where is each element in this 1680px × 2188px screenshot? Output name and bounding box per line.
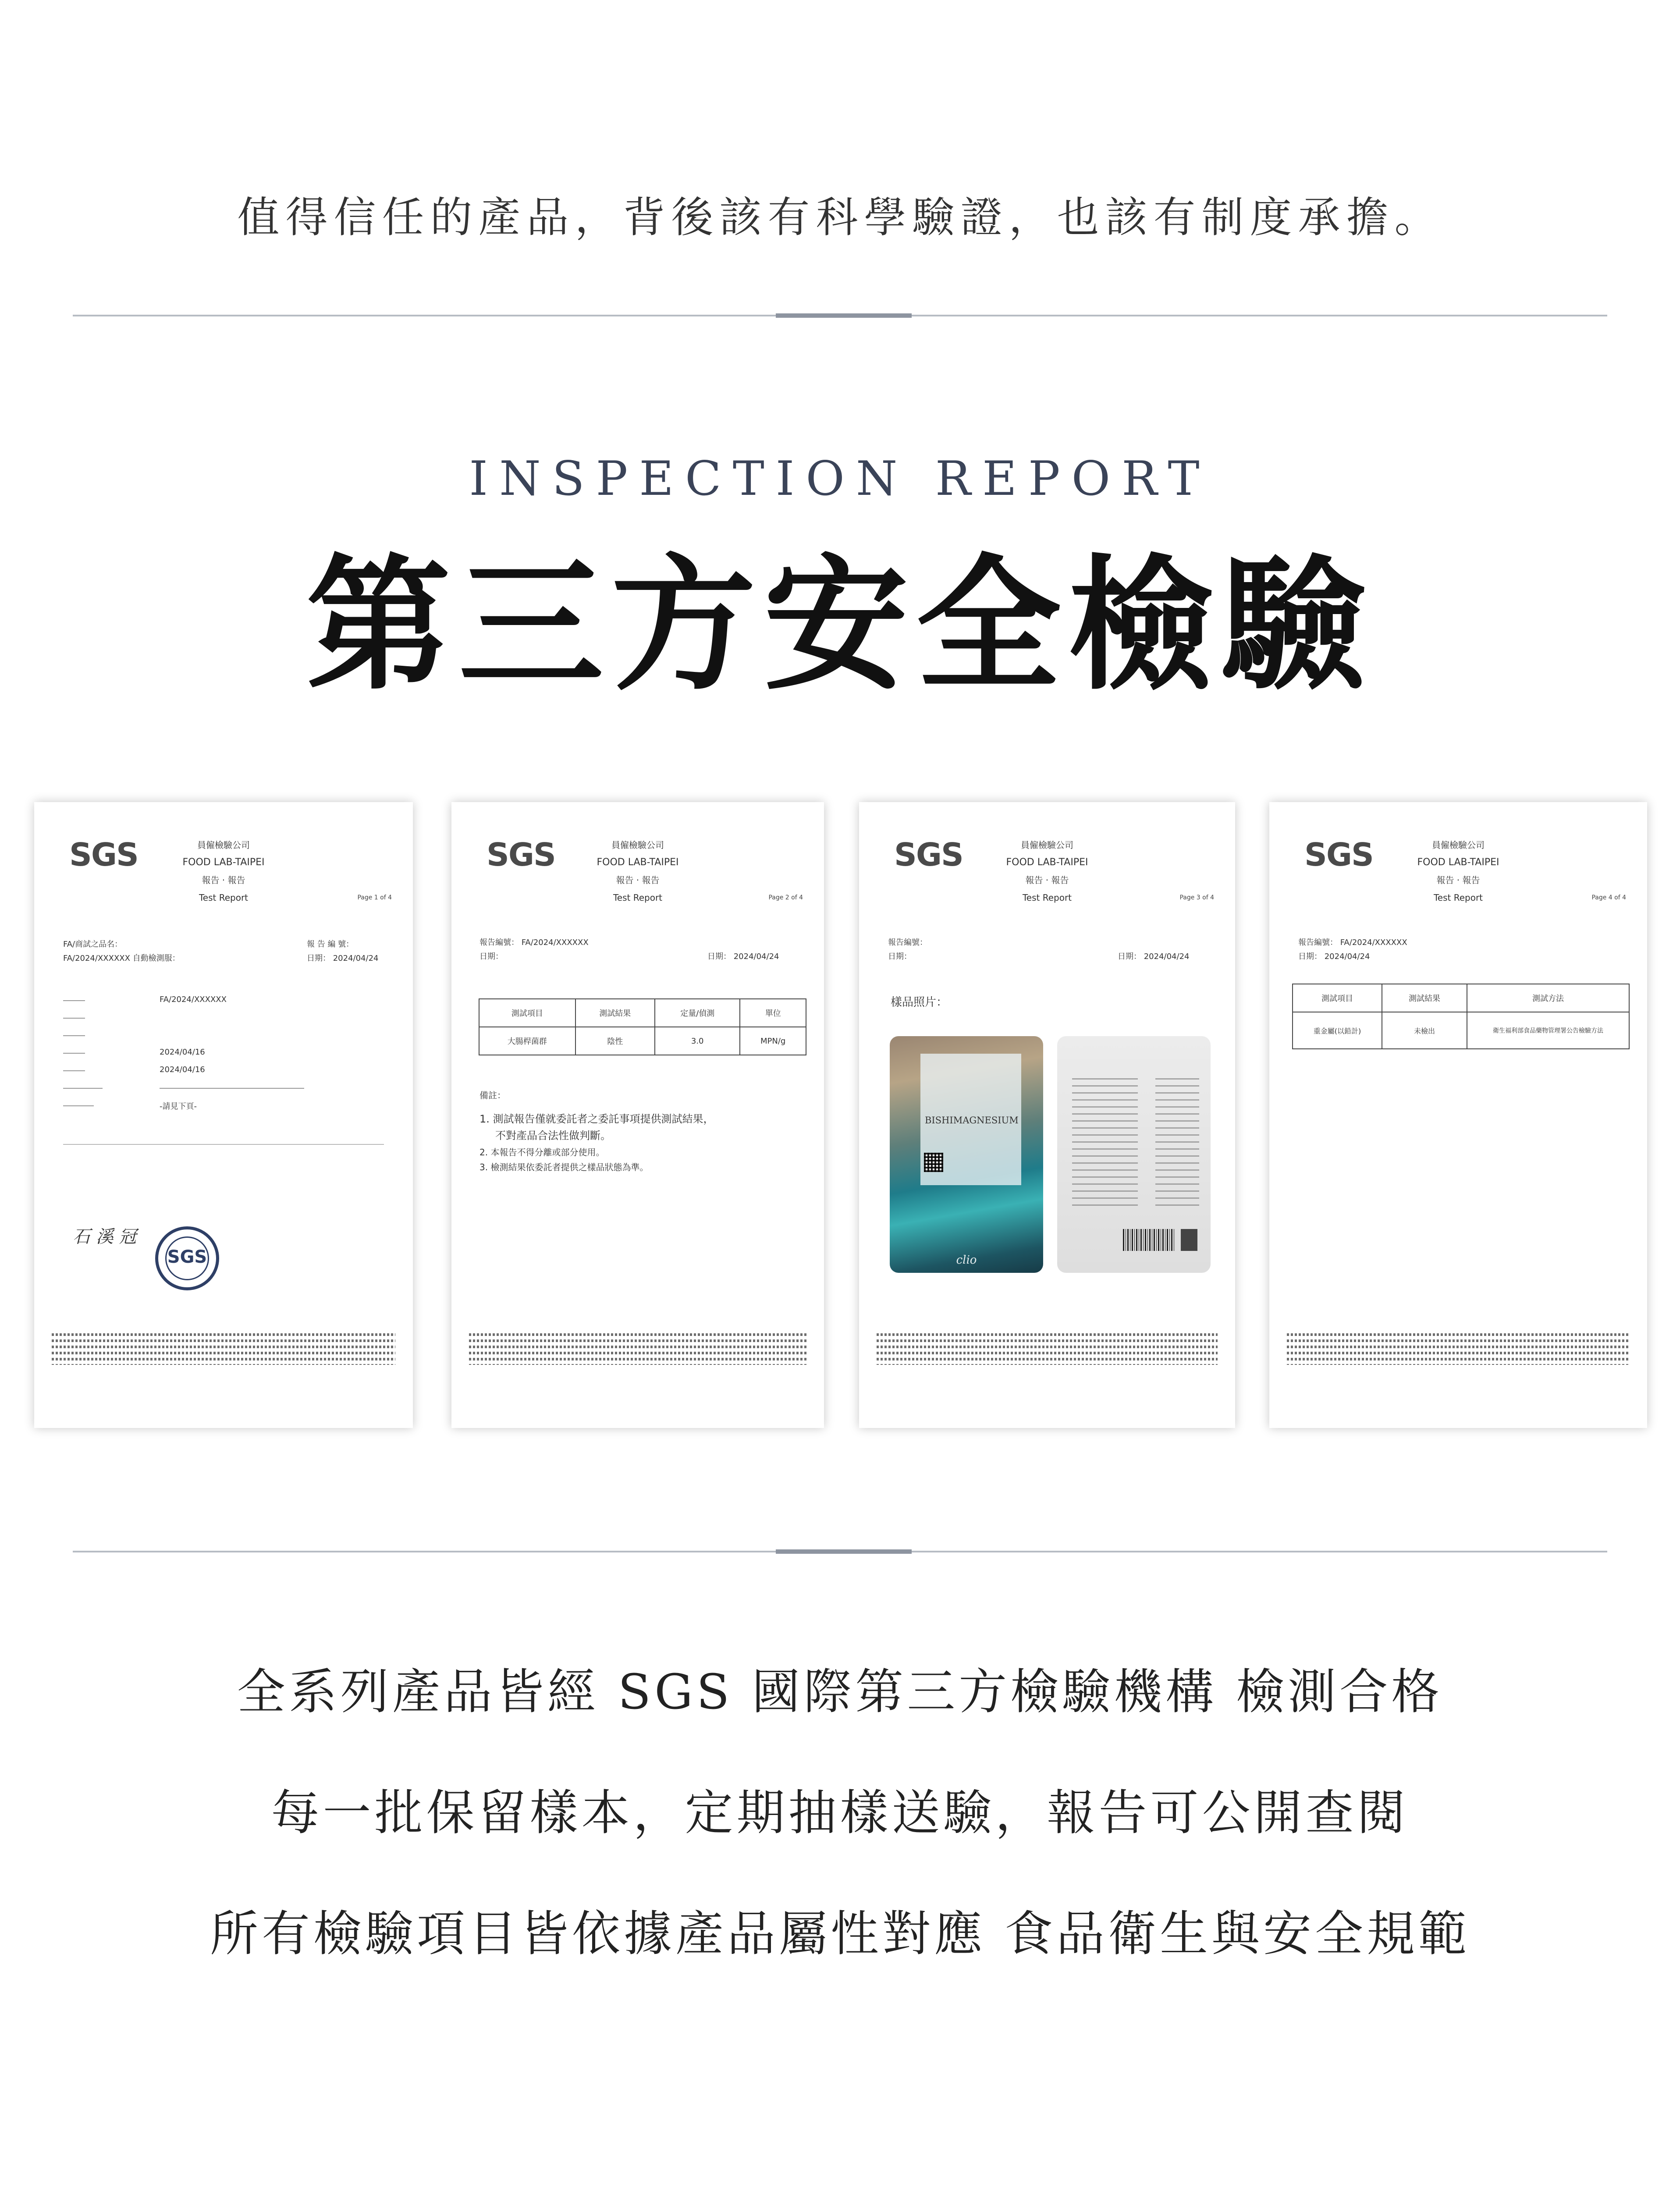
report-page-2: [451, 802, 824, 1428]
section-headline: 第三方安全檢驗: [306, 540, 1374, 710]
notes-title: 備註：: [479, 1090, 506, 1101]
statement-line: 所有檢驗項目皆依據產品屬性對應 食品衛生與安全規範: [210, 1906, 1470, 1962]
barcode-icon: [1123, 1229, 1176, 1251]
lab-header: 員僱檢驗公司 FOOD LAB-TAIPEI 報告 · 報告 Test Report: [1417, 840, 1499, 903]
fine-print: [469, 1333, 806, 1365]
page-number: Page 1 of 4: [357, 894, 392, 901]
note-line: 1. 測試報告僅就委託者之委託事項提供測試結果，: [479, 1113, 714, 1125]
sgs-logo: SGS: [69, 836, 138, 873]
brand-logo: clio: [956, 1254, 977, 1267]
field-value: 2024/04/16: [160, 1048, 205, 1057]
fine-print: [52, 1333, 395, 1365]
date-label: 日期：: [888, 952, 912, 961]
note-line: 2. 本報告不得分離或部分使用。: [479, 1147, 605, 1158]
product-name-label: FA/商試之品名：: [63, 940, 123, 949]
signature: 石 溪 冠: [73, 1227, 137, 1247]
statement-line: 全系列產品皆經 SGS 國際第三方檢驗機構 檢測合格: [237, 1664, 1443, 1720]
field-value: 2024/04/16: [160, 1065, 205, 1074]
product-name: BISHIMAGNESIUM: [925, 1115, 1019, 1126]
sgs-logo: SGS: [894, 836, 963, 873]
page-number: Page 3 of 4: [1179, 894, 1214, 901]
report-number: 報告編號： FA/2024/XXXXXX: [479, 938, 589, 947]
qr-code-icon: [924, 1153, 943, 1172]
field-value: -請見下頁-: [160, 1102, 197, 1111]
report-number-label: 報 告 編 號：: [307, 940, 354, 949]
lab-header: 員僱檢驗公司 FOOD LAB-TAIPEI 報告 · 報告 Test Report: [1006, 840, 1088, 903]
lab-header: 員僱檢驗公司 FOOD LAB-TAIPEI 報告 · 報告 Test Report: [182, 840, 265, 903]
report-page-1: [34, 802, 413, 1428]
sgs-logo: SGS: [487, 836, 555, 873]
fine-print: [877, 1333, 1218, 1365]
tagline: 值得信任的產品，背後該有科學驗證，也該有制度承擔。: [237, 193, 1443, 242]
date-label: 日期：: [479, 952, 503, 961]
report-number: 報告編號： FA/2024/XXXXXX: [1298, 938, 1407, 947]
results-table: 測試項目 測試結果 定量/偵測 單位 大腸桿菌群 陰性 3.0 MPN/g: [479, 998, 806, 1055]
page-number: Page 2 of 4: [768, 894, 803, 901]
report-date: 日期： 2024/04/24: [307, 954, 379, 963]
statement-line: 每一批保留樣本，定期抽樣送驗，報告可公開查閱: [271, 1785, 1409, 1841]
report-date: 日期： 2024/04/24: [1298, 952, 1370, 961]
top-divider: [73, 315, 1607, 316]
report-number-label: 報告編號：: [888, 938, 927, 947]
bottom-divider: [73, 1551, 1607, 1552]
sgs-seal: SGS: [155, 1226, 219, 1290]
product-pouch-front: [890, 1036, 1043, 1273]
results-table: 測試項目 測試結果 測試方法 重金屬(以鉛計) 未檢出 衛生福利部食品藥物管理署公告檢驗方法: [1292, 984, 1630, 1049]
field-value: FA/2024/XXXXXX: [160, 995, 227, 1004]
report-page-3: [859, 802, 1235, 1428]
report-page-4: [1269, 802, 1647, 1428]
note-line: 3. 檢測結果依委託者提供之樣品狀態為準。: [479, 1162, 649, 1172]
sgs-logo: SGS: [1304, 836, 1373, 873]
fine-print: [1287, 1333, 1630, 1365]
note-line: 不對產品合法性做判斷。: [495, 1130, 611, 1142]
sample-photo-label: 樣品照片：: [891, 996, 948, 1009]
product-pouch-back: [1057, 1036, 1211, 1273]
section-eyebrow: INSPECTION REPORT: [469, 451, 1211, 506]
product-code: FA/2024/XXXXXX 自動檢測服：: [63, 954, 180, 963]
lab-header: 員僱檢驗公司 FOOD LAB-TAIPEI 報告 · 報告 Test Report: [597, 840, 679, 903]
report-date: 日期： 2024/04/24: [707, 952, 779, 961]
page-number: Page 4 of 4: [1591, 894, 1626, 901]
report-date: 日期： 2024/04/24: [1118, 952, 1190, 961]
